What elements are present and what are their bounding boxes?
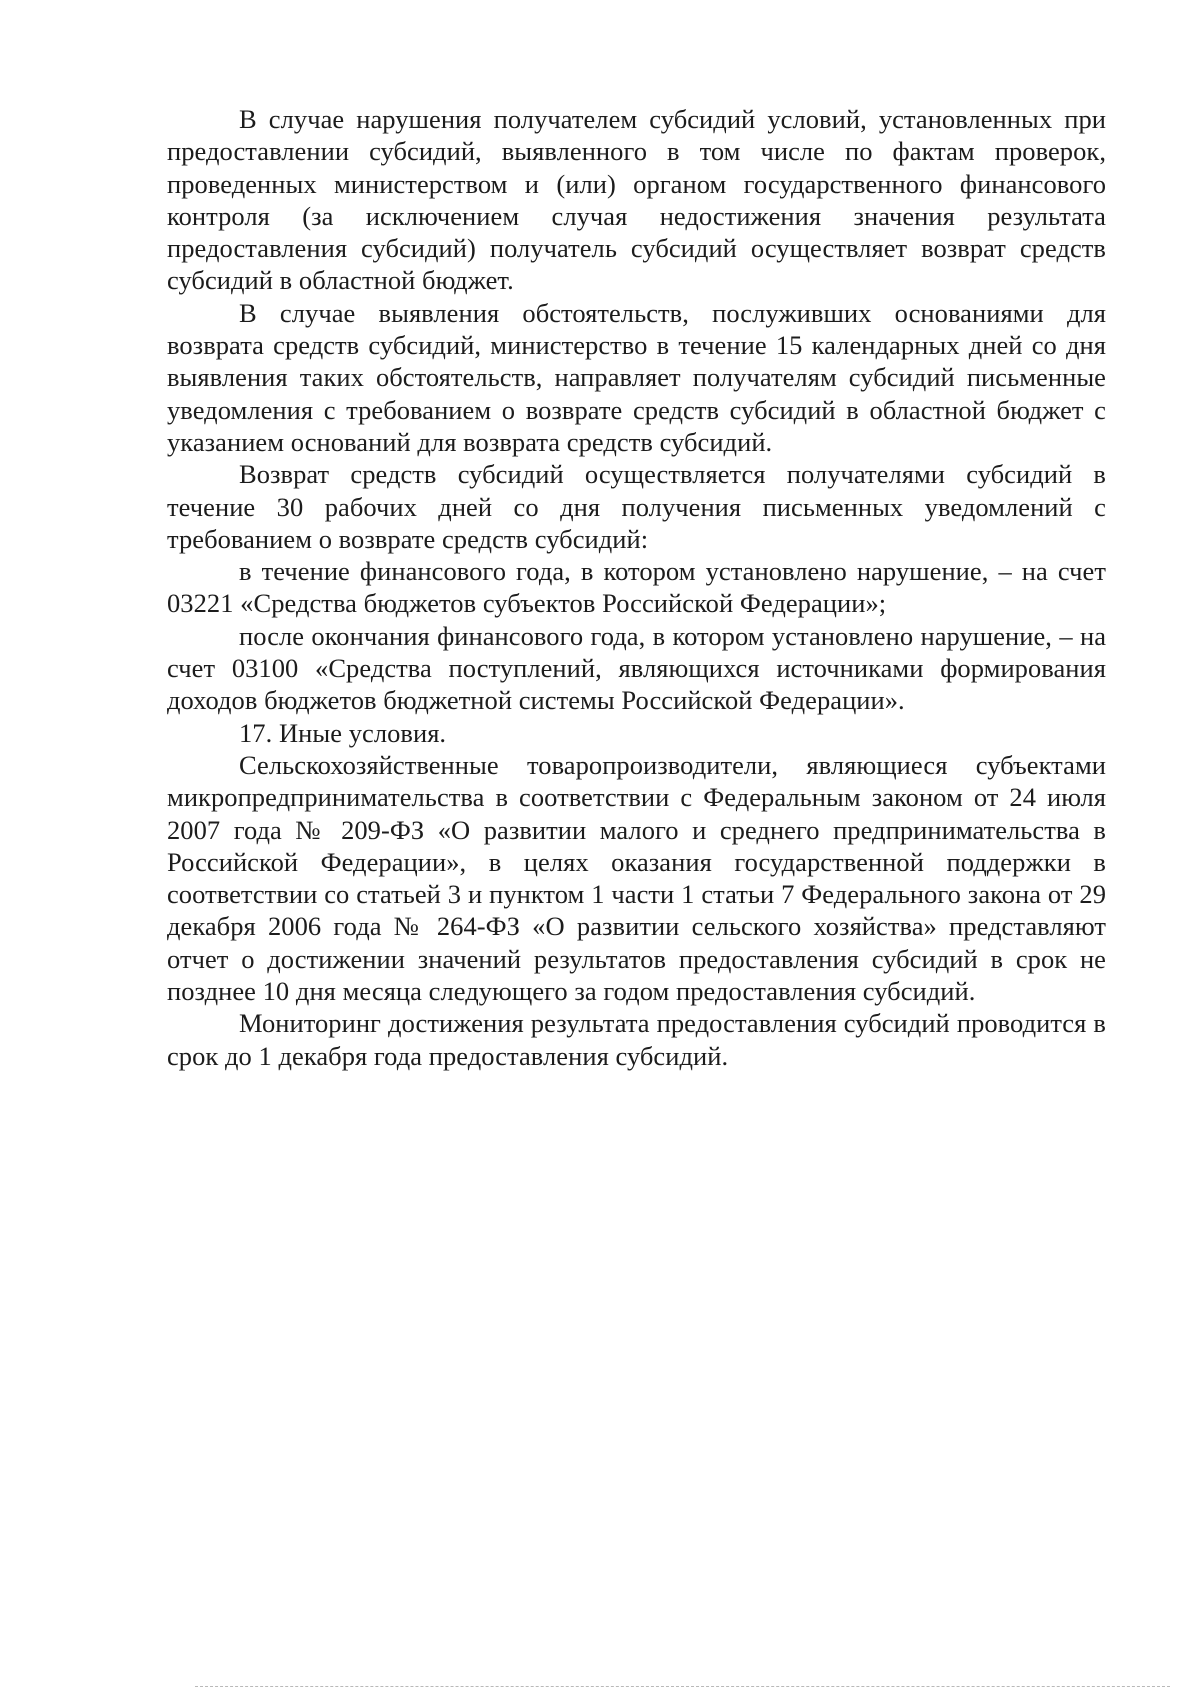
paragraph-account-after-year: после окончания финансового года, в котором установлено нарушение, – на счет 03100 «Средства поступлений, являющихся источниками формирования доходов бюджетов бюджетной системы Российской Федерации».	[167, 620, 1106, 716]
scan-bottom-edge-line	[195, 1686, 1170, 1687]
paragraph-return-deadline: Возврат средств субсидий осуществляется получателями субсидий в течение 30 рабочих дней со дня получения письменных уведомлений с требованием о возврате средств субсидий:	[167, 459, 1106, 554]
paragraph-account-current-year: в течение финансового года, в котором установлено нарушение, – на счет 03221 «Средства бюджетов субъектов Российской Федерации»;	[167, 556, 1106, 619]
paragraph-micro-enterprise-report: Сельскохозяйственные товаропроизводители, являющиеся субъектами микропредпринимательства в соответствии с Федеральным законом от 24 июля 2007 года № 209-ФЗ «О развитии малого и среднего предпринимательства в Российской Федерации», в целях оказания государственной поддержки в соответствии со статьей 3 и пунктом 1 части 1 статьи 7 Федерального закона от 29 декабря 2006 года № 264-ФЗ «О развитии сельского хозяйства» представляют отчет о достижении значений результатов предоставления субсидий в срок не позднее 10 дня месяца следующего за годом предоставления субсидий.	[167, 749, 1106, 1007]
paragraph-ministry-notification: В случае выявления обстоятельств, послуживших основаниями для возврата средств субсидий, министерство в течение 15 календарных дней со дня выявления таких обстоятельств, направляет получателям субсидий письменные уведомления с требованием о возврате средств субсидий в областной бюджет с указанием оснований для возврата средств субсидий.	[167, 297, 1106, 457]
document-body	[167, 103, 1106, 1072]
section-heading-other-conditions: 17. Иные условия.	[239, 717, 447, 748]
paragraph-violation-return: В случае нарушения получателем субсидий условий, установленных при предоставлении субсидий, выявленного в том числе по фактам проверок, проведенных министерством и (или) органом государственного финансового контроля (за исключением случая недостижения значения результата предоставления субсидий) получатель субсидий осуществляет возврат средств субсидий в областной бюджет.	[167, 104, 1106, 296]
paragraph-monitoring: Мониторинг достижения результата предоставления субсидий проводится в срок до 1 декабря года предоставления субсидий.	[167, 1008, 1106, 1071]
